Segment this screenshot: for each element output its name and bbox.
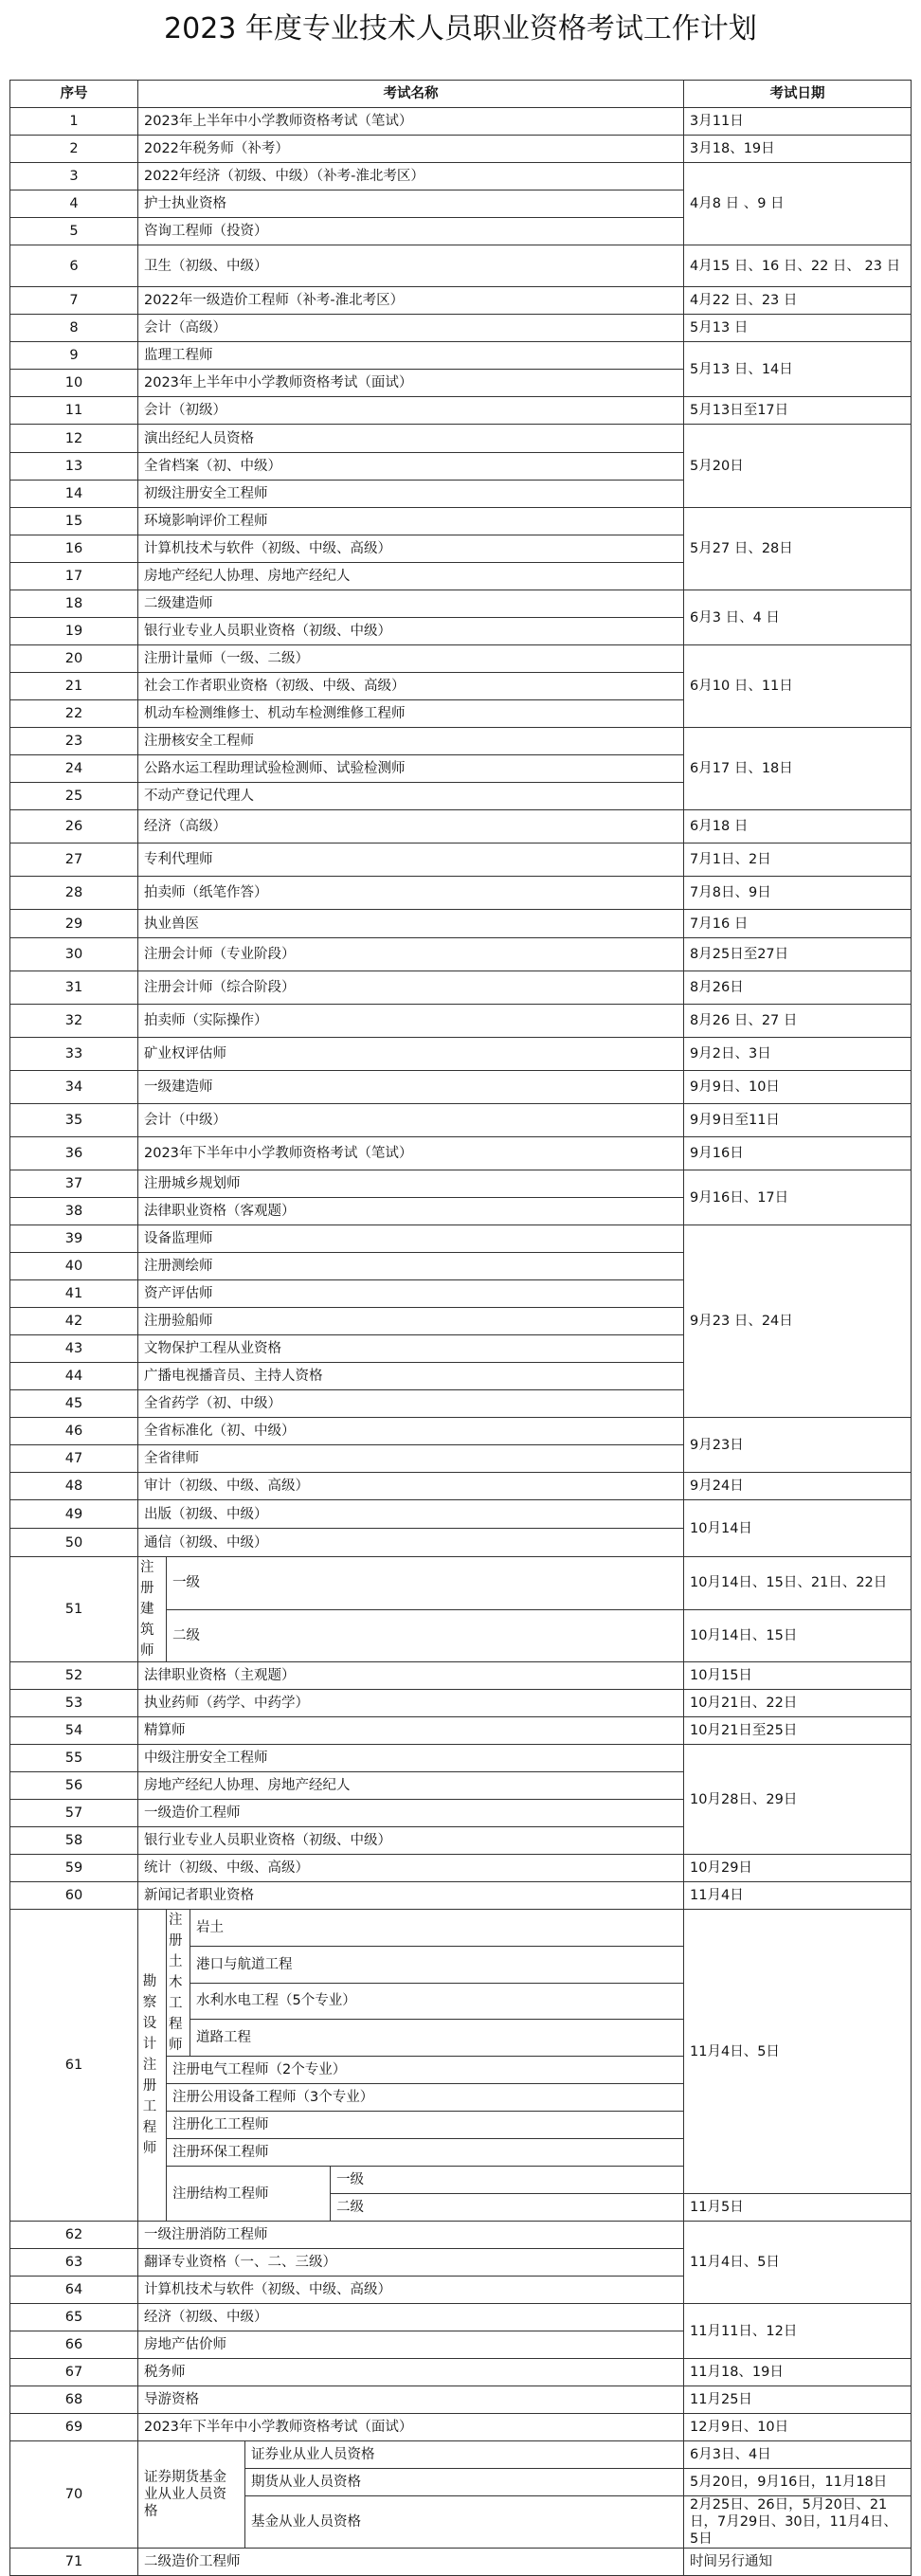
exam-name: 经济（初级、中级）: [138, 2304, 684, 2331]
table-row: [10, 910, 912, 938]
exam-schedule-table: [9, 80, 912, 2576]
table-row: [10, 2414, 912, 2441]
exam-name: 水利水电工程（5个专业）: [190, 1983, 684, 2020]
exam-date: 时间另行通知: [684, 2549, 912, 2576]
exam-name: 经济（高级）: [138, 810, 684, 844]
exam-name: 文物保护工程从业资格: [138, 1335, 684, 1363]
exam-date: 4月22 日、23 日: [684, 287, 912, 315]
table-row: [10, 508, 912, 535]
exam-no: 45: [10, 1390, 138, 1418]
table-header: [10, 81, 912, 108]
exam-no: 7: [10, 287, 138, 315]
exam-date: 2月25日、26日，5月20日、21日，7月29日、30日，11月4日、5日: [684, 2496, 912, 2549]
exam-no: 66: [10, 2331, 138, 2359]
exam-no: 44: [10, 1363, 138, 1390]
exam-no: 22: [10, 700, 138, 728]
exam-date: 9月23日: [684, 1418, 912, 1473]
table-row: [10, 1557, 912, 1610]
exam-name: 一级: [167, 1557, 684, 1610]
exam-name: 2022年一级造价工程师（补考-淮北考区）: [138, 287, 684, 315]
exam-name: 一级: [331, 2167, 684, 2194]
exam-date: 7月8日、9日: [684, 877, 912, 910]
table-row: [10, 877, 912, 910]
exam-name: 房地产经纪人协理、房地产经纪人: [138, 563, 684, 590]
exam-date: 5月13 日、14日: [684, 342, 912, 397]
exam-name: 2022年经济（初级、中级）（补考-淮北考区）: [138, 163, 684, 190]
exam-date: 5月13日至17日: [684, 397, 912, 425]
exam-no: 38: [10, 1198, 138, 1225]
civil-engineer-group: [167, 1910, 190, 2057]
securities-group: 证券期货基金业从业人员资格: [138, 2441, 245, 2549]
exam-name: 银行业专业人员职业资格（初级、中级）: [138, 1827, 684, 1855]
exam-name: 拍卖师（实际操作）: [138, 1005, 684, 1038]
exam-name: 二级: [167, 1609, 684, 1662]
exam-date: 9月2日、3日: [684, 1038, 912, 1071]
table-row: [10, 1910, 912, 1947]
civil-engineer-group-label: 注册土木工程师: [169, 1913, 183, 2053]
exam-name: 中级注册安全工程师: [138, 1745, 684, 1772]
architect-group: [138, 1557, 167, 1662]
exam-no: 5: [10, 218, 138, 245]
exam-no: 3: [10, 163, 138, 190]
table-row: [10, 108, 912, 136]
exam-no: 26: [10, 810, 138, 844]
exam-date: 7月1日、2日: [684, 844, 912, 877]
table-row: [10, 844, 912, 877]
exam-no: 49: [10, 1500, 138, 1529]
table-row: [10, 2549, 912, 2576]
exam-name: 二级造价工程师: [138, 2549, 684, 2576]
exam-date: 5月20日，9月16日，11月18日: [684, 2469, 912, 2496]
exam-no: 14: [10, 481, 138, 508]
exam-name: 新闻记者职业资格: [138, 1882, 684, 1910]
table-row: [10, 1005, 912, 1038]
exam-date: 8月26日: [684, 971, 912, 1005]
exam-name: 会计（中级）: [138, 1104, 684, 1137]
exam-name: 公路水运工程助理试验检测师、试验检测师: [138, 755, 684, 783]
exam-name: 会计（初级）: [138, 397, 684, 425]
table-row: [10, 1717, 912, 1745]
exam-date: 9月24日: [684, 1473, 912, 1500]
exam-name: 法律职业资格（客观题）: [138, 1198, 684, 1225]
exam-name: 2023年上半年中小学教师资格考试（面试）: [138, 370, 684, 397]
exam-name: 一级建造师: [138, 1071, 684, 1104]
table-row: [10, 1104, 912, 1137]
exam-name: 统计（初级、中级、高级）: [138, 1855, 684, 1882]
exam-name: 注册会计师（专业阶段）: [138, 938, 684, 971]
exam-date: 9月9日至11日: [684, 1104, 912, 1137]
exam-name: 法律职业资格（主观题）: [138, 1662, 684, 1690]
exam-date: 11月25日: [684, 2386, 912, 2414]
exam-no: 62: [10, 2222, 138, 2249]
exam-no: 54: [10, 1717, 138, 1745]
exam-no: 28: [10, 877, 138, 910]
exam-no: 19: [10, 618, 138, 645]
exam-no: 34: [10, 1071, 138, 1104]
table-row: [10, 1137, 912, 1170]
exam-date: 10月21日至25日: [684, 1717, 912, 1745]
exam-date: 6月18 日: [684, 810, 912, 844]
exam-no: 53: [10, 1690, 138, 1717]
exam-date: 3月18、19日: [684, 136, 912, 163]
table-row: [10, 163, 912, 190]
table-row: [10, 315, 912, 342]
exam-no: 32: [10, 1005, 138, 1038]
exam-date: 6月3 日、4 日: [684, 590, 912, 645]
table-row: [10, 2222, 912, 2249]
exam-date: 9月9日、10日: [684, 1071, 912, 1104]
exam-no: 48: [10, 1473, 138, 1500]
exam-no: 42: [10, 1308, 138, 1335]
exam-name: 证券业从业人员资格: [245, 2441, 684, 2469]
exam-name: 全省档案（初、中级）: [138, 453, 684, 481]
exam-name: 注册化工工程师: [167, 2112, 684, 2139]
exam-name: 计算机技术与软件（初级、中级、高级）: [138, 535, 684, 563]
exam-date: 6月10 日、11日: [684, 645, 912, 728]
exam-name: 注册公用设备工程师（3个专业）: [167, 2084, 684, 2112]
exam-no: 69: [10, 2414, 138, 2441]
exam-date: 5月20日: [684, 425, 912, 508]
exam-no: 24: [10, 755, 138, 783]
exam-no: 47: [10, 1445, 138, 1473]
exam-no: 36: [10, 1137, 138, 1170]
exam-name: 资产评估师: [138, 1280, 684, 1308]
exam-name: 全省标准化（初、中级）: [138, 1418, 684, 1445]
exam-name: 审计（初级、中级、高级）: [138, 1473, 684, 1500]
exam-no: 18: [10, 590, 138, 618]
table-row: [10, 810, 912, 844]
exam-no: 65: [10, 2304, 138, 2331]
exam-name: 注册验船师: [138, 1308, 684, 1335]
exam-name: 机动车检测维修士、机动车检测维修工程师: [138, 700, 684, 728]
exam-no: 2: [10, 136, 138, 163]
table-row: [10, 728, 912, 755]
exam-date: 11月4日、5日: [684, 2222, 912, 2304]
exam-name: 全省律师: [138, 1445, 684, 1473]
exam-no: 55: [10, 1745, 138, 1772]
exam-no: 37: [10, 1170, 138, 1198]
exam-no: 51: [10, 1557, 138, 1662]
exam-name: 卫生（初级、中级）: [138, 245, 684, 287]
table-row: [10, 1500, 912, 1529]
exam-name: 广播电视播音员、主持人资格: [138, 1363, 684, 1390]
exam-no: 52: [10, 1662, 138, 1690]
exam-name: 二级建造师: [138, 590, 684, 618]
exam-date: 4月8 日 、9 日: [684, 163, 912, 245]
exam-name: 房地产估价师: [138, 2331, 684, 2359]
exam-no: 27: [10, 844, 138, 877]
struct-engineer-group: 注册结构工程师: [167, 2167, 331, 2222]
exam-date: 9月23 日、24日: [684, 1225, 912, 1418]
table-row: [10, 2441, 912, 2469]
exam-date: 10月28日、29日: [684, 1745, 912, 1855]
exam-name: 监理工程师: [138, 342, 684, 370]
exam-date: 3月11日: [684, 108, 912, 136]
exam-date: 11月4日、5日: [684, 1910, 912, 2194]
table-row: [10, 136, 912, 163]
exam-name: 拍卖师（纸笔作答）: [138, 877, 684, 910]
exam-no: 50: [10, 1529, 138, 1557]
table-row: [10, 342, 912, 370]
table-row: [10, 2386, 912, 2414]
exam-name: 翻译专业资格（一、二、三级）: [138, 2249, 684, 2277]
exam-no: 43: [10, 1335, 138, 1363]
column-header-date: 考试日期: [684, 81, 912, 108]
exam-no: 46: [10, 1418, 138, 1445]
exam-name: 精算师: [138, 1717, 684, 1745]
exam-date: 10月14日、15日: [684, 1609, 912, 1662]
exam-name: 2023年下半年中小学教师资格考试（面试）: [138, 2414, 684, 2441]
table-row: [10, 425, 912, 453]
exam-no: 25: [10, 783, 138, 810]
exam-name: 2023年上半年中小学教师资格考试（笔试）: [138, 108, 684, 136]
exam-date: 8月26 日、27 日: [684, 1005, 912, 1038]
exam-name: 期货从业人员资格: [245, 2469, 684, 2496]
exam-name: 护士执业资格: [138, 190, 684, 218]
exam-name: 导游资格: [138, 2386, 684, 2414]
exam-name: 环境影响评价工程师: [138, 508, 684, 535]
exam-no: 56: [10, 1772, 138, 1800]
exam-date: 10月29日: [684, 1855, 912, 1882]
table-row: [10, 2359, 912, 2386]
survey-design-group-label: 勘察设计注册工程师: [142, 1974, 157, 2156]
column-header-no: 序号: [10, 81, 138, 108]
exam-no: 59: [10, 1855, 138, 1882]
table-row: [10, 1170, 912, 1198]
table-row: [10, 645, 912, 673]
exam-no: 29: [10, 910, 138, 938]
exam-name: 注册城乡规划师: [138, 1170, 684, 1198]
exam-date: 11月5日: [684, 2194, 912, 2222]
exam-name: 注册环保工程师: [167, 2139, 684, 2167]
table-row: [10, 2304, 912, 2331]
exam-name: 注册计量师（一级、二级）: [138, 645, 684, 673]
exam-no: 35: [10, 1104, 138, 1137]
column-header-name: 考试名称: [138, 81, 684, 108]
table-row: [10, 287, 912, 315]
exam-name: 通信（初级、中级）: [138, 1529, 684, 1557]
exam-name: 演出经纪人员资格: [138, 425, 684, 453]
exam-name: 注册电气工程师（2个专业）: [167, 2057, 684, 2084]
table-row: [10, 1225, 912, 1253]
exam-date: 10月21日、22日: [684, 1690, 912, 1717]
exam-no: 64: [10, 2277, 138, 2304]
exam-name: 全省药学（初、中级）: [138, 1390, 684, 1418]
table-row: [10, 1745, 912, 1772]
exam-name: 出版（初级、中级）: [138, 1500, 684, 1529]
exam-name: 注册会计师（综合阶段）: [138, 971, 684, 1005]
exam-name: 2023年下半年中小学教师资格考试（笔试）: [138, 1137, 684, 1170]
exam-no: 33: [10, 1038, 138, 1071]
exam-name: 道路工程: [190, 2020, 684, 2057]
exam-no: 31: [10, 971, 138, 1005]
exam-date: 9月16日、17日: [684, 1170, 912, 1225]
exam-name: 矿业权评估师: [138, 1038, 684, 1071]
exam-name: 房地产经纪人协理、房地产经纪人: [138, 1772, 684, 1800]
exam-no: 4: [10, 190, 138, 218]
survey-design-group: [138, 1910, 167, 2222]
exam-no: 17: [10, 563, 138, 590]
exam-name: 一级注册消防工程师: [138, 2222, 684, 2249]
exam-name: 执业兽医: [138, 910, 684, 938]
table-row: [10, 1882, 912, 1910]
exam-no: 6: [10, 245, 138, 287]
table-row: [10, 1662, 912, 1690]
exam-date: 10月15日: [684, 1662, 912, 1690]
exam-no: 41: [10, 1280, 138, 1308]
exam-no: 11: [10, 397, 138, 425]
exam-no: 57: [10, 1800, 138, 1827]
exam-no: 23: [10, 728, 138, 755]
exam-name: 2022年税务师（补考）: [138, 136, 684, 163]
exam-no: 39: [10, 1225, 138, 1253]
exam-date: 4月15 日、16 日、22 日、 23 日: [684, 245, 912, 287]
table-row: [10, 1071, 912, 1104]
exam-date: 5月27 日、28日: [684, 508, 912, 590]
exam-no: 13: [10, 453, 138, 481]
exam-name: 咨询工程师（投资）: [138, 218, 684, 245]
exam-date: 6月3日、4日: [684, 2441, 912, 2469]
exam-date: 6月17 日、18日: [684, 728, 912, 810]
exam-no: 1: [10, 108, 138, 136]
exam-date: 7月16 日: [684, 910, 912, 938]
exam-date: 5月13 日: [684, 315, 912, 342]
exam-name: 基金从业人员资格: [245, 2496, 684, 2549]
exam-no: 63: [10, 2249, 138, 2277]
architect-group-label: 注册建筑师: [140, 1560, 154, 1659]
exam-date: 11月4日: [684, 1882, 912, 1910]
exam-no: 16: [10, 535, 138, 563]
exam-name: 二级: [331, 2194, 684, 2222]
exam-name: 一级造价工程师: [138, 1800, 684, 1827]
exam-name: 会计（高级）: [138, 315, 684, 342]
exam-no: 61: [10, 1910, 138, 2222]
exam-no: 30: [10, 938, 138, 971]
exam-date: 11月18、19日: [684, 2359, 912, 2386]
table-row: [10, 971, 912, 1005]
exam-name: 计算机技术与软件（初级、中级、高级）: [138, 2277, 684, 2304]
exam-no: 12: [10, 425, 138, 453]
table-row: [10, 938, 912, 971]
exam-no: 40: [10, 1253, 138, 1280]
exam-name: 不动产登记代理人: [138, 783, 684, 810]
exam-name: 港口与航道工程: [190, 1946, 684, 1983]
exam-name: 执业药师（药学、中药学）: [138, 1690, 684, 1717]
table-row: [10, 590, 912, 618]
exam-date: 9月16日: [684, 1137, 912, 1170]
exam-date: 11月11日、12日: [684, 2304, 912, 2359]
exam-no: 21: [10, 673, 138, 700]
table-row: [10, 1038, 912, 1071]
exam-name: 初级注册安全工程师: [138, 481, 684, 508]
exam-no: 10: [10, 370, 138, 397]
exam-no: 8: [10, 315, 138, 342]
exam-no: 15: [10, 508, 138, 535]
exam-date: 10月14日、15日、21日、22日: [684, 1557, 912, 1610]
exam-date: 8月25日至27日: [684, 938, 912, 971]
exam-no: 67: [10, 2359, 138, 2386]
exam-name: 注册核安全工程师: [138, 728, 684, 755]
exam-name: 专利代理师: [138, 844, 684, 877]
exam-no: 58: [10, 1827, 138, 1855]
exam-no: 70: [10, 2441, 138, 2549]
table-row: [10, 1855, 912, 1882]
exam-name: 税务师: [138, 2359, 684, 2386]
exam-no: 20: [10, 645, 138, 673]
table-row: [10, 397, 912, 425]
exam-no: 71: [10, 2549, 138, 2576]
exam-name: 注册测绘师: [138, 1253, 684, 1280]
exam-name: 岩土: [190, 1910, 684, 1947]
page-title: 2023 年度专业技术人员职业资格考试工作计划: [164, 12, 757, 45]
exam-name: 社会工作者职业资格（初级、中级、高级）: [138, 673, 684, 700]
table-row: [10, 1690, 912, 1717]
exam-no: 68: [10, 2386, 138, 2414]
table-row: [10, 1418, 912, 1445]
exam-no: 60: [10, 1882, 138, 1910]
table-row: [10, 1473, 912, 1500]
exam-name: 银行业专业人员职业资格（初级、中级）: [138, 618, 684, 645]
exam-name: 设备监理师: [138, 1225, 684, 1253]
exam-date: 12月9日、10日: [684, 2414, 912, 2441]
exam-no: 9: [10, 342, 138, 370]
exam-date: 10月14日: [684, 1500, 912, 1557]
table-row: [10, 245, 912, 287]
